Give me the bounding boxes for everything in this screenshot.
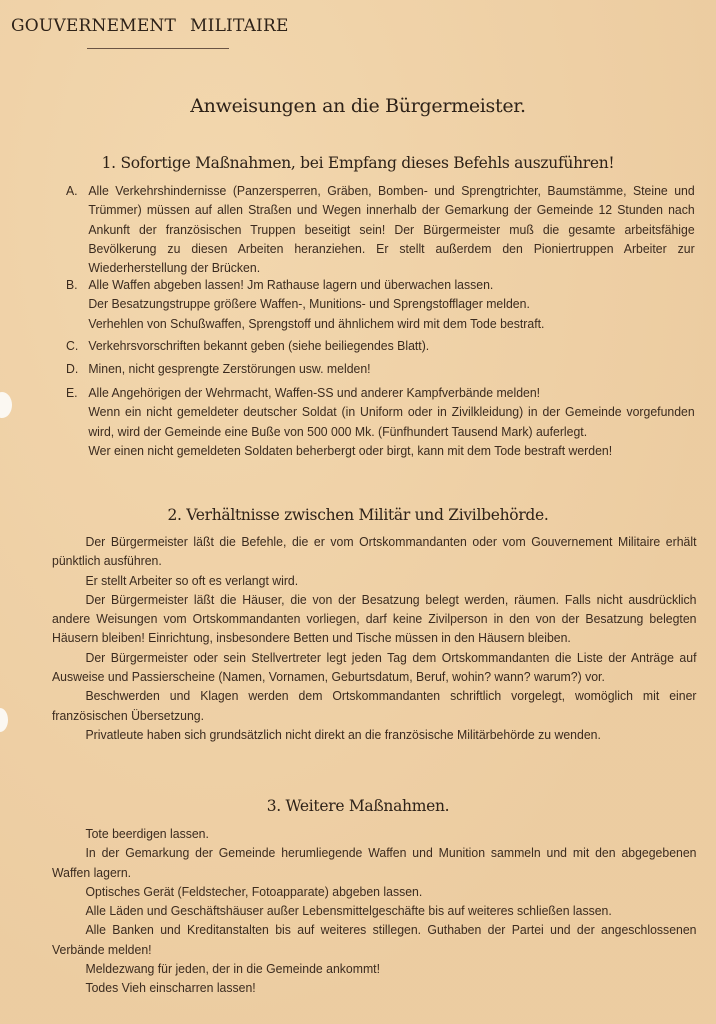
issuer-header xyxy=(11,16,289,36)
item-text: Minen, nicht gesprengte Zerstörungen usw. melden! xyxy=(88,361,371,376)
paragraph: Alle Banken und Kreditanstalten bis auf weiteres stillegen. Guthaben der Partei und der angeschlossenen Verbände melden! xyxy=(52,922,697,957)
punch-hole xyxy=(0,392,12,418)
section-2-heading: 2. Verhältnisse zwischen Militär und Zivilbehörde. xyxy=(167,506,549,524)
item-text: Wenn ein nicht gemeldeter deutscher Soldat (in Uniform oder in Zivilkleidung) in der Gemeinde vorgefunden wird, wird der Gemeinde eine Buße von 500 000 Mk. (Fünfhundert Tausend Mark) auferlegt. xyxy=(88,404,695,439)
paragraph: Tote beerdigen lassen. xyxy=(85,826,209,841)
item-text: Alle Angehörigen der Wehrmacht, Waffen-SS und anderer Kampfverbände melden! xyxy=(88,385,541,400)
item-text: Der Besatzungstruppe größere Waffen-, Munitions- und Sprengstofflager melden. xyxy=(88,296,530,312)
item-label: B. xyxy=(66,277,78,292)
paragraph: Optisches Gerät (Feldstecher, Fotoapparate) abgeben lassen. xyxy=(85,883,423,899)
paragraph: Privatleute haben sich grundsätzlich nicht direkt an die französische Militärbehörde zu wenden. xyxy=(85,726,601,742)
item-label: E. xyxy=(66,385,78,400)
paragraph: Todes Vieh einscharren lassen! xyxy=(85,980,256,996)
document-title: Anweisungen an die Bürgermeister. xyxy=(190,95,526,117)
paragraph: Er stellt Arbeiter so oft es verlangt wird. xyxy=(85,572,299,588)
list-item-d xyxy=(66,359,695,378)
item-text: Verhehlen von Schußwaffen, Sprengstoff und ähnlichem wird mit dem Tode bestraft. xyxy=(88,315,545,331)
item-text: Wer einen nicht gemeldeten Soldaten beherbergt oder birgt, kann mit dem Tode bestraft werden! xyxy=(88,442,613,458)
list-item-c xyxy=(66,336,695,355)
item-label: D. xyxy=(66,361,79,376)
section-2-body xyxy=(52,532,696,744)
punch-hole xyxy=(0,708,8,732)
paragraph: Beschwerden und Klagen werden dem Ortskommandanten schriftlich vorgelegt, womöglich mit einer französischen Übersetzung. xyxy=(52,688,697,723)
header-rule xyxy=(87,48,229,49)
paragraph: Der Bürgermeister läßt die Häuser, die von der Besatzung belegt werden, räumen. Falls nicht ausdrücklich andere Weisungen vom Ortskommandanten vorliegen, darf keine Zivilperson in den von der Besatzung belegten Häusern bleiben! Einrichtung, insbesondere Betten und Tische müssen in den Häusern bleiben. xyxy=(52,591,697,646)
section-3-body xyxy=(52,824,696,998)
item-text: Verkehrsvorschriften bekannt geben (siehe beiliegendes Blatt). xyxy=(88,338,430,353)
header-word-1: GOUVERNEMENT xyxy=(11,16,177,36)
paragraph: In der Gemarkung der Gemeinde herumliegende Waffen und Munition sammeln und mit den abgegebenen Waffen lagern. xyxy=(52,845,697,880)
item-text: Alle Waffen abgeben lassen! Jm Rathause lagern und überwachen lassen. xyxy=(88,277,494,292)
item-text: Alle Verkehrshindernisse (Panzersperren, Gräben, Bomben- und Sprengtrichter, Baumstämme, Steine und Trümmer) müssen auf allen Straßen und Wegen innerhalb der Gemarkung der Gemeinde 12 Stunden nach Ankunft der französischen Truppen beseitigt sein! Der Bürgermeister muß die gesamte arbeitsfähige Bevölkerung zu diesen Arbeiten heranziehen. Er stellt außerdem den Pioniertruppen Arbeiter zur Wiederherstellung der Brücken. xyxy=(88,183,695,276)
list-item-b xyxy=(66,275,695,333)
header-word-2: MILITAIRE xyxy=(190,16,289,36)
list-item-e xyxy=(66,383,695,460)
list-item-a xyxy=(66,181,695,277)
paragraph: Der Bürgermeister oder sein Stellvertreter legt jeden Tag dem Ortskommandanten die Liste der Anträge auf Ausweise und Passierscheine (Namen, Vornamen, Geburtsdatum, Beruf, wohin? wann? warum?) vor. xyxy=(52,649,697,685)
section-1-heading: 1. Sofortige Maßnahmen, bei Empfang dieses Befehls auszuführen! xyxy=(101,154,615,172)
section-3-heading: 3. Weitere Maßnahmen. xyxy=(266,797,450,815)
paragraph: Alle Läden und Geschäftshäuser außer Lebensmittelgeschäfte bis auf weiteres schließen lassen. xyxy=(85,903,612,919)
paragraph: Der Bürgermeister läßt die Befehle, die er vom Ortskommandanten oder vom Gouvernement Militaire erhält pünktlich ausführen. xyxy=(52,534,697,569)
paragraph: Meldezwang für jeden, der in die Gemeinde ankommt! xyxy=(85,961,380,977)
item-label: A. xyxy=(66,183,78,198)
item-label: C. xyxy=(66,338,79,353)
